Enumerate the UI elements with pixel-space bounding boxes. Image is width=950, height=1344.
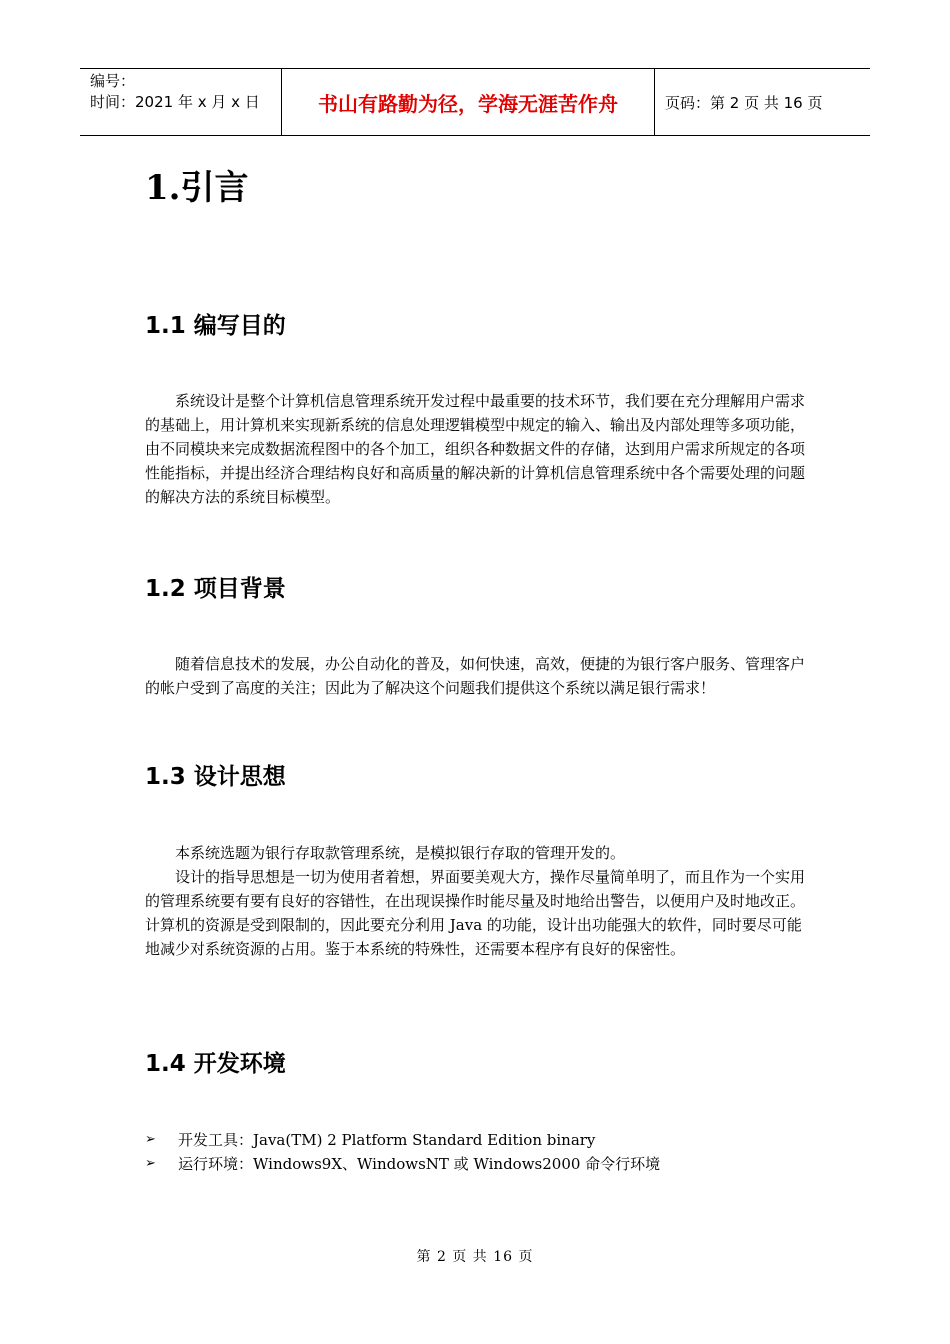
- doc-number-label: 编号：: [90, 72, 136, 90]
- doc-title: 1.引言: [145, 168, 249, 208]
- page-header: [80, 68, 870, 136]
- paragraph: 系统设计是整个计算机信息管理系统开发过程中最重要的技术环节，我们要在充分理解用户需求的基础上，用计算机来实现新系统的信息处理逻辑模型中规定的输入、输出及内部处理等多项功能，由不同模块来完成数据流程图中的各个加工，组织各种数据文件的存储，达到用户需求所规定的各项性能指标，并提出经济合理结构良好和高质量的解决新的计算机信息管理系统中各个需要处理的问题的解决方法的系统目标模型。: [145, 392, 806, 506]
- section-heading: 1.2 项目背景: [145, 576, 286, 602]
- section-heading: 1.3 设计思想: [145, 764, 286, 790]
- paragraph: 本系统选题为银行存取款管理系统，是模拟银行存取的管理开发的。: [175, 844, 626, 862]
- section-body: [145, 841, 810, 961]
- list-item-text: 开发工具：Java(TM) 2 Platform Standard Edition binary: [178, 1131, 596, 1149]
- list-item: [145, 1128, 810, 1152]
- section-body: [145, 652, 810, 700]
- section-heading: 1.4 开发环境: [145, 1051, 286, 1077]
- header-meta: [80, 69, 282, 135]
- section-body: [145, 389, 810, 509]
- paragraph: 设计的指导思想是一切为使用者着想，界面要美观大方，操作尽量简单明了，而且作为一个实用的管理系统要有要有良好的容错性，在出现误操作时能尽量及时地给出警告，以便用户及时地改正。计算机的资源是受到限制的，因此要充分利用 Java 的功能，设计出功能强大的软件，同时要尽可能地减少对系统资源的占用。鉴于本系统的特殊性，还需要本程序有良好的保密性。: [145, 868, 806, 958]
- page-footer: 第 2 页 共 16 页: [416, 1249, 534, 1265]
- arrowhead-bullet-icon: ➢: [145, 1132, 156, 1147]
- header-page-info: 页码：第 2 页 共 16 页: [665, 93, 823, 112]
- paragraph: 随着信息技术的发展，办公自动化的普及，如何快速，高效，便捷的为银行客户服务、管理客户的帐户受到了高度的关注；因此为了解决这个问题我们提供这个系统以满足银行需求！: [145, 655, 806, 697]
- list-item-text: 运行环境：Windows9X、WindowsNT 或 Windows2000 命令行环境: [178, 1155, 661, 1173]
- doc-date-label: 时间：2021 年 x 月 x 日: [90, 93, 260, 111]
- arrowhead-bullet-icon: ➢: [145, 1156, 156, 1171]
- list-item: [145, 1152, 810, 1176]
- header-motto: 书山有路勤为径，学海无涯苦作舟: [282, 69, 655, 135]
- section-heading: 1.1 编写目的: [145, 313, 286, 339]
- bullet-list: [145, 1128, 810, 1176]
